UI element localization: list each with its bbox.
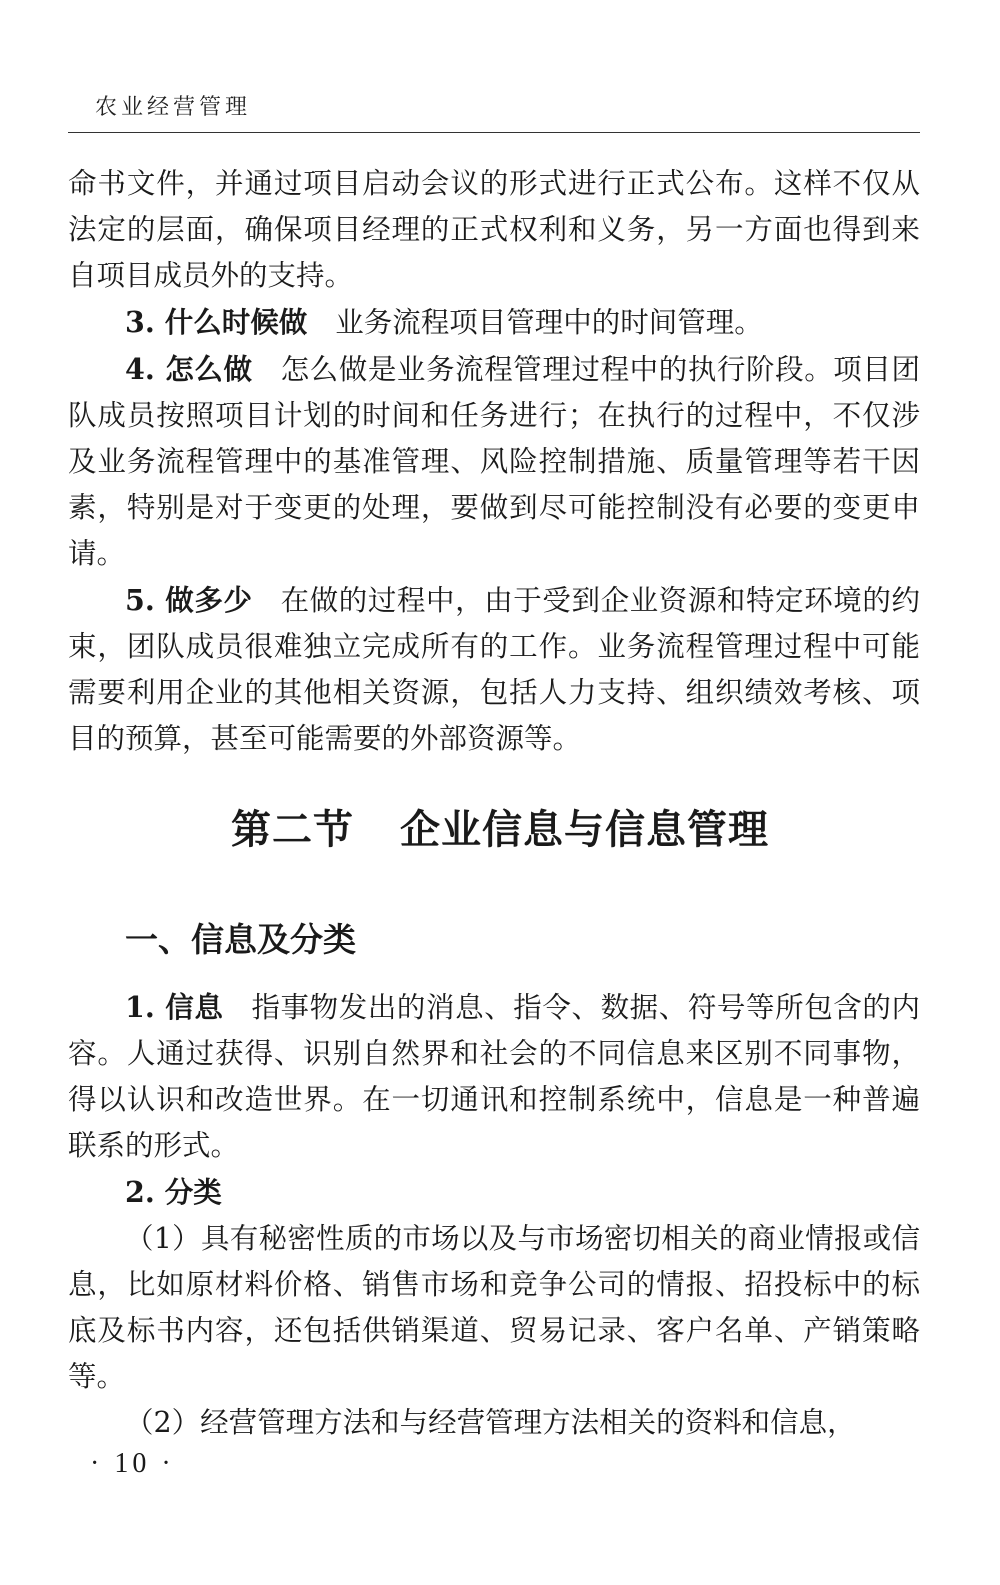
info-2-keyword: 分类 — [164, 1176, 222, 1209]
section-heading — [0, 798, 1000, 855]
item-5-number: 5. — [125, 583, 166, 617]
item-5-keyword: 做多少 — [165, 584, 253, 617]
paragraph-sub-2: （2）经营管理方法和与经营管理方法相关的资料和信息， — [125, 1406, 856, 1439]
paragraph-item-3 — [68, 299, 920, 346]
item-3-number: 3. — [125, 305, 165, 339]
page-number: · 10 · — [90, 1448, 175, 1479]
section-title: 企业信息与信息管理 — [400, 807, 769, 853]
header-title: 农业经营管理 — [95, 95, 252, 120]
paragraph-item-5 — [68, 577, 920, 762]
item-4-number: 4. — [125, 352, 166, 386]
paragraph-info-2 — [68, 1169, 920, 1216]
paragraph-continuation: 命书文件，并通过项目启动会议的形式进行正式公布。这样不仅从法定的层面，确保项目经理的正式权利和义务，另一方面也得到来自项目成员外的支持。 — [68, 167, 920, 292]
text-block-top — [68, 161, 920, 762]
info-2-number: 2. — [125, 1175, 165, 1209]
item-3-keyword: 什么时候做 — [164, 306, 308, 339]
info-1-text: 指事物发出的消息、指令、数据、符号等所包含的内容。人通过获得、识别自然界和社会的不同信息来区别不同事物，得以认识和改造世界。在一切通讯和控制系统中，信息是一种普遍联系的形式。 — [68, 991, 920, 1162]
paragraph-item-4 — [68, 346, 920, 577]
info-1-number: 1. — [125, 990, 166, 1024]
subsection-heading: 一、信息及分类 — [125, 920, 356, 959]
paragraph-sub-1: （1）具有秘密性质的市场以及与市场密切相关的商业情报或信息，比如原材料价格、销售市场和竞争公司的情报、招投标中的标底及标书内容，还包括供销渠道、贸易记录、客户名单、产销策略等。 — [68, 1222, 920, 1393]
item-5-text: 在做的过程中，由于受到企业资源和特定环境的约束，团队成员很难独立完成所有的工作。业务流程管理过程中可能需要利用企业的其他相关资源，包括人力支持、组织绩效考核、项目的预算，甚至可能需要的外部资源等。 — [68, 584, 920, 755]
text-block-bottom — [68, 984, 920, 1446]
section-label: 第二节 — [231, 807, 354, 853]
item-4-keyword: 怎么做 — [165, 353, 253, 386]
info-1-keyword: 信息 — [165, 991, 224, 1024]
running-header — [68, 86, 920, 133]
paragraph-info-1 — [68, 984, 920, 1169]
item-4-text: 怎么做是业务流程管理过程中的执行阶段。项目团队成员按照项目计划的时间和任务进行；在执行的过程中，不仅涉及业务流程管理中的基准管理、风险控制措施、质量管理等若干因素，特别是对于变更的处理，要做到尽可能控制没有必要的变更申请。 — [68, 353, 920, 570]
item-3-text: 业务流程项目管理中的时间管理。 — [335, 306, 763, 339]
